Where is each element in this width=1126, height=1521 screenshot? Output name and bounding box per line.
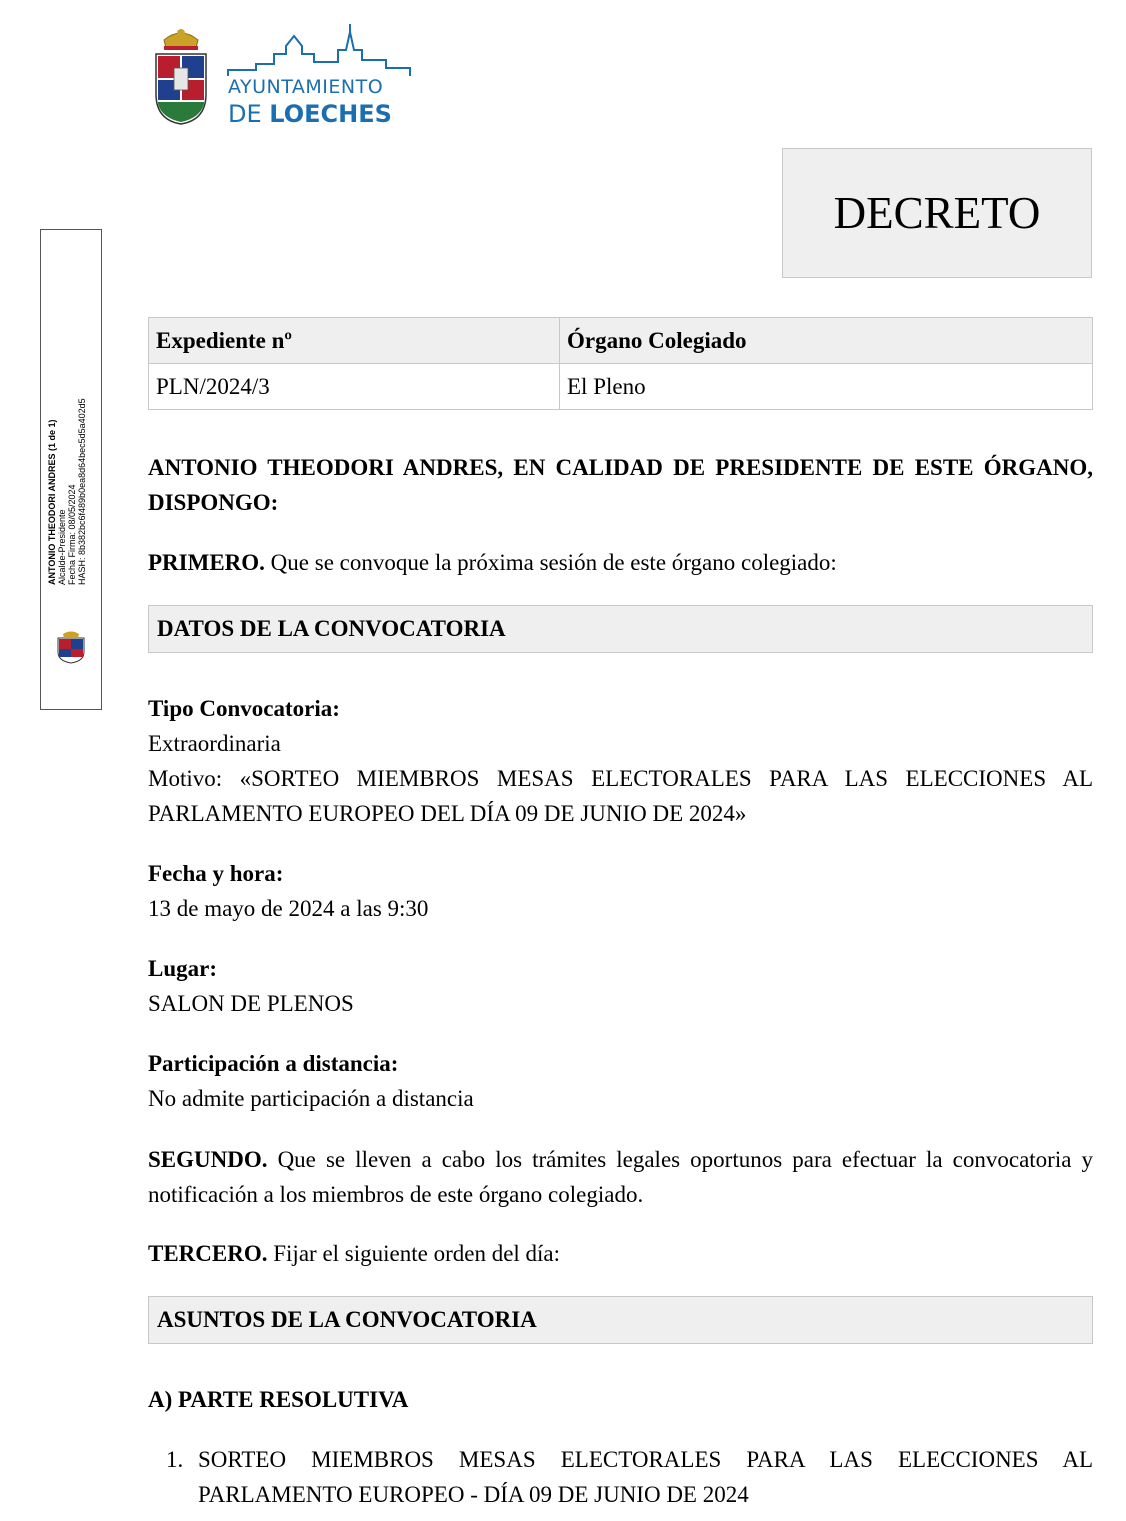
segundo-label: SEGUNDO. bbox=[148, 1147, 268, 1172]
organo-value: El Pleno bbox=[560, 364, 1093, 410]
signature-hash: HASH: 8b382bc6f489b0ea8d64bec5d5a402d5 bbox=[77, 398, 87, 585]
item-text: SORTEO MIEMBROS MESAS ELECTORALES PARA LAS ELECCIONES AL PARLAMENTO EUROPEO - DÍA 09 DE JUNIO DE 2024 bbox=[198, 1447, 1093, 1507]
organo-header: Órgano Colegiado bbox=[560, 318, 1093, 364]
tipo-section bbox=[148, 691, 1093, 831]
segundo-text: Que se lleven a cabo los trámites legales oportunos para efectuar la convocatoria y notificación a los miembros de este órgano colegiado. bbox=[148, 1147, 1093, 1207]
document-type-label: DECRETO bbox=[833, 188, 1041, 238]
parte-resolutiva-heading: A) PARTE RESOLUTIVA bbox=[148, 1387, 409, 1412]
fecha-section bbox=[148, 856, 1093, 926]
tercero-text: Fijar el siguiente orden del día: bbox=[267, 1241, 561, 1266]
intro-paragraph: ANTONIO THEODORI ANDRES, EN CALIDAD DE PRESIDENTE DE ESTE ÓRGANO, DISPONGO: bbox=[148, 455, 1093, 515]
expediente-value: PLN/2024/3 bbox=[149, 364, 560, 410]
tipo-value: Extraordinaria bbox=[148, 731, 281, 756]
signature-text bbox=[47, 375, 87, 585]
datos-convocatoria-bar: DATOS DE LA CONVOCATORIA bbox=[148, 605, 1093, 653]
participacion-label: Participación a distancia: bbox=[148, 1051, 399, 1076]
tercero-label: TERCERO. bbox=[148, 1241, 268, 1266]
segundo-paragraph bbox=[148, 1142, 1093, 1212]
document-type-box bbox=[782, 148, 1092, 278]
signer-name: ANTONIO THEODORI ANDRES (1 de 1) bbox=[47, 419, 57, 585]
asuntos-convocatoria-bar: ASUNTOS DE LA CONVOCATORIA bbox=[148, 1296, 1093, 1344]
tercero-paragraph bbox=[148, 1236, 1093, 1271]
ayuntamiento-logo bbox=[150, 24, 412, 128]
signature-seal-icon bbox=[54, 630, 88, 664]
participacion-section bbox=[148, 1046, 1093, 1116]
table-header-row bbox=[149, 318, 1093, 364]
signer-role: Alcalde-Presidente bbox=[57, 509, 67, 585]
primero-paragraph bbox=[148, 545, 1093, 580]
fecha-value: 13 de mayo de 2024 a las 9:30 bbox=[148, 896, 429, 921]
skyline-icon bbox=[226, 24, 412, 80]
item-number: 1. bbox=[166, 1447, 184, 1472]
logo-line1: AYUNTAMIENTO bbox=[228, 76, 384, 98]
list-item bbox=[166, 1442, 1093, 1512]
tipo-label: Tipo Convocatoria: bbox=[148, 696, 340, 721]
coat-of-arms-icon bbox=[150, 24, 212, 128]
lugar-section bbox=[148, 951, 1093, 1021]
participacion-value: No admite participación a distancia bbox=[148, 1086, 474, 1111]
table-row bbox=[149, 364, 1093, 410]
fecha-label: Fecha y hora: bbox=[148, 861, 284, 886]
primero-label: PRIMERO. bbox=[148, 550, 265, 575]
primero-text: Que se convoque la próxima sesión de este órgano colegiado: bbox=[264, 550, 837, 575]
lugar-value: SALON DE PLENOS bbox=[148, 991, 354, 1016]
lugar-label: Lugar: bbox=[148, 956, 217, 981]
expediente-table bbox=[148, 317, 1093, 410]
signature-date: Fecha Firma: 08/05/2024 bbox=[67, 484, 77, 585]
logo-line2: DE LOECHES bbox=[228, 100, 392, 128]
motivo-text: Motivo: «SORTEO MIEMBROS MESAS ELECTORALES PARA LAS ELECCIONES AL PARLAMENTO EUROPEO DEL DÍA 09 DE JUNIO DE 2024» bbox=[148, 766, 1093, 826]
expediente-header: Expediente nº bbox=[149, 318, 560, 364]
